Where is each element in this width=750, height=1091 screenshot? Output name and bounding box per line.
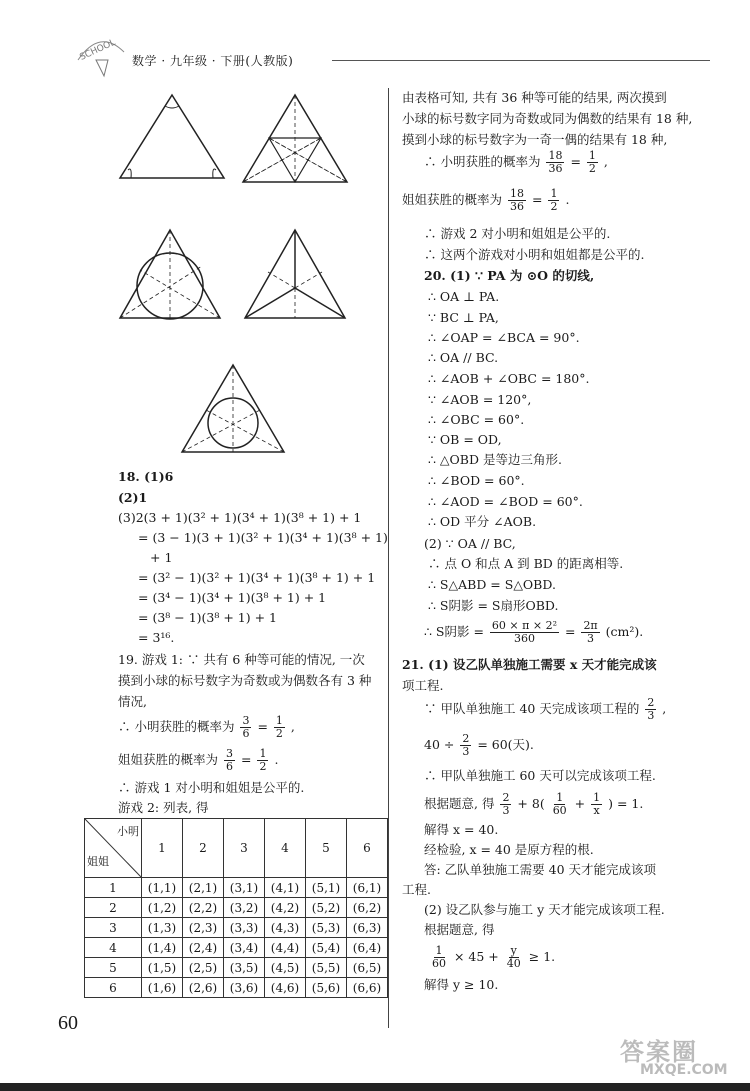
fraction [500,792,511,817]
q21-line-8: 经检验, x = 40 是原方程的根. [424,842,594,857]
q18-line-7: = (3⁴ − 1)(3⁴ + 1)(3⁸ + 1) + 1 [138,590,327,605]
denominator: 3 [502,804,510,817]
q21-line-1: 21. (1) 设乙队单独施工需要 x 天才能完成该 [402,657,657,672]
table-corner-cell [85,819,142,878]
table-cell: (3,1) [224,878,265,898]
denominator: 2 [275,727,283,740]
numerator: 18 [548,149,563,162]
q19-l4-text: ∴ 小明获胜的概率为 [118,719,235,734]
r-line-3: 摸到小球的标号数字为一奇一偶的结果有 18 种, [402,132,668,147]
q19-line-6: ∴ 游戏 1 对小明和姐姐是公平的. [118,780,305,795]
table-cell: (6,5) [347,958,388,978]
table-cell: (1,1) [142,878,183,898]
table-header-cell: 3 [224,819,265,878]
table-cell: (5,1) [306,878,347,898]
q21-line-5: ∴ 甲队单独施工 60 天可以完成该项工程. [424,768,656,783]
fraction [240,715,251,740]
header-rule [332,60,710,61]
table-cell: (3,4) [224,938,265,958]
r-line-1: 由表格可知, 共有 36 种等可能的结果, 两次摸到 [402,90,667,105]
denominator: 2 [259,760,267,773]
page-number: 60 [58,1012,78,1034]
q20-line-16: ∴ S△ABD = S△OBD. [428,577,556,592]
q21-line-3 [424,697,666,722]
q20-line-4: ∴ ∠OAP = ∠BCA = 90°. [428,330,580,345]
q19-line-7: 游戏 2: 列表, 得 [118,800,209,815]
q21-line-2: 项工程. [402,678,444,693]
triangle-figure-3 [120,230,220,319]
row-header-cell: 6 [85,978,142,998]
denominator: 360 [513,632,535,645]
r-line-4 [424,150,608,175]
table-body [85,878,388,998]
q20-line-9: ∵ OB = OD, [428,432,502,447]
fraction [490,620,559,645]
equals: = [531,192,543,207]
fraction [645,697,656,722]
table-cell: (2,2) [183,898,224,918]
r-l5-text: 姐姐获胜的概率为 [402,192,503,207]
numerator: 2 [647,696,655,709]
q21-line-9: 答: 乙队单独施工需要 40 天才能完成该项 [424,862,657,877]
q20-line-7: ∵ ∠AOB = 120°, [428,392,532,407]
denominator: 3 [462,745,470,758]
numerator: 1 [550,187,558,200]
q21-line-7: 解得 x = 40. [424,822,499,837]
numerator: 1 [593,791,601,804]
table-row [85,918,388,938]
fraction [460,733,471,758]
fraction [224,748,235,773]
numerator: 3 [242,714,250,727]
table-cell: (6,3) [347,918,388,938]
q18-line-2: (2)1 [118,490,148,505]
numerator: 2 [462,732,470,745]
table-cell: (3,3) [224,918,265,938]
table-cell: (1,4) [142,938,183,958]
triangle-figure-4 [245,230,345,318]
fraction [591,792,602,817]
table-row [85,958,388,978]
equals: = [564,624,576,639]
denominator: 6 [242,727,250,740]
table-row [85,878,388,898]
header-title: 数学 · 九年级 · 下册(人教版) [132,54,294,68]
r-l4-text: ∴ 小明获胜的概率为 [424,154,541,169]
q21-line-11: (2) 设乙队参与施工 y 天才能完成该项工程. [424,902,665,917]
table-cell: (6,2) [347,898,388,918]
denominator: 60 [552,804,567,817]
row-header-cell: 1 [85,878,142,898]
r-line-2: 小球的标号数字同为奇数或同为偶数的结果有 18 种, [402,111,693,126]
denominator: 40 [506,957,521,970]
q21-l6-mid: + 8( [517,796,545,811]
fraction [430,945,448,970]
denominator: 60 [432,957,446,970]
row-header-cell: 5 [85,958,142,978]
table-cell: (1,2) [142,898,183,918]
table-cell: (6,6) [347,978,388,998]
numerator: 2 [502,791,510,804]
denominator: 2 [550,200,558,213]
table-cell: (2,1) [183,878,224,898]
numerator: 3 [226,747,233,760]
unit: (cm²). [605,624,644,639]
q21-l4-text: 40 ÷ [424,737,455,752]
fraction [581,620,599,645]
q21-l13-end: ≥ 1. [528,949,556,964]
q21-l13-mid: × 45 + [453,949,499,964]
outcome-table [84,818,388,998]
q21-line-12: 根据题意, 得 [424,922,495,937]
plus: + [574,796,586,811]
q18-line-1: 18. (1)6 [118,469,174,484]
fraction [548,188,559,213]
table-cell: (1,6) [142,978,183,998]
q21-l3-text: ∵ 甲队单独施工 40 天完成该项工程的 [424,701,640,716]
r-line-6: ∴ 游戏 2 对小明和姐姐是公平的. [424,226,611,241]
table-cell: (3,5) [224,958,265,978]
punct: . [274,752,279,767]
table-cell: (5,2) [306,898,347,918]
numerator: 1 [259,747,267,760]
q19-line-1: 19. 游戏 1: ∵ 共有 6 种等可能的情况, 一次 [118,652,365,667]
table-cell: (2,6) [183,978,224,998]
table-row [85,938,388,958]
fraction [587,150,598,175]
q19-line-5 [118,748,278,773]
table-cell: (5,5) [306,958,347,978]
numerator: y [510,944,517,957]
equals: = [570,154,581,169]
fraction [551,792,569,817]
fraction [508,188,526,213]
corner-top-label: 小明 [117,825,139,838]
denominator: x [593,804,600,817]
q21-l6-end: ) = 1. [608,796,644,811]
numerator: 1 [435,944,443,957]
q20-line-11: ∴ ∠BOD = 60°. [428,473,525,488]
table-header-cell: 2 [183,819,224,878]
q20-line-14: (2) ∵ OA // BC, [424,536,516,551]
q20-line-12: ∴ ∠AOD = ∠BOD = 60°. [428,494,583,509]
table-cell: (2,3) [183,918,224,938]
fraction [546,150,564,175]
numerator: 2π [583,619,598,632]
corner-bottom-label: 姐姐 [87,855,109,868]
column-divider [388,88,389,1028]
punct: , [662,701,667,716]
numerator: 1 [588,149,596,162]
row-header-cell: 4 [85,938,142,958]
q21-line-13 [428,945,555,970]
numerator: 18 [510,187,524,200]
q19-line-3: 情况, [118,694,147,709]
table-cell: (4,4) [265,938,306,958]
q18-line-5: + 1 [150,550,173,565]
table-cell: (4,3) [265,918,306,938]
table-cell: (5,6) [306,978,347,998]
q20-line-10: ∴ △OBD 是等边三角形. [428,452,562,467]
triangle-figures [110,90,370,470]
q20-line-5: ∴ OA // BC. [428,350,499,365]
table-header-cell: 5 [306,819,347,878]
q18-line-6: = (3² − 1)(3² + 1)(3⁴ + 1)(3⁸ + 1) + 1 [138,570,376,585]
table-cell: (4,6) [265,978,306,998]
table-cell: (4,2) [265,898,306,918]
numerator: 60 × π × 2² [491,619,557,632]
table-header-cell: 1 [142,819,183,878]
q18-line-9: = 3¹⁶. [138,630,175,645]
watermark-main: 答案圈 [620,1038,698,1066]
denominator: 36 [548,162,563,175]
q20-line-3: ∵ BC ⊥ PA, [428,310,499,325]
row-header-cell: 3 [85,918,142,938]
svg-text:SCHOOL: SCHOOL [78,37,118,63]
table-cell: (2,5) [183,958,224,978]
q20-line-6: ∴ ∠AOB + ∠OBC = 180°. [428,371,590,386]
q20-line-13: ∴ OD 平分 ∠AOB. [428,514,537,529]
q19-l5-text: 姐姐获胜的概率为 [118,752,219,767]
numerator: 1 [556,791,564,804]
table-cell: (4,1) [265,878,306,898]
q18-line-4: = (3 − 1)(3 + 1)(3² + 1)(3⁴ + 1)(3⁸ + 1) [138,530,388,545]
triangle-figure-5 [182,365,284,452]
q21-line-14: 解得 y ≥ 10. [424,977,499,992]
watermark-sub: MXQE.COM [640,1062,728,1078]
punct: , [603,154,608,169]
table-cell: (2,4) [183,938,224,958]
q18-line-8: = (3⁸ − 1)(3⁸ + 1) + 1 [138,610,278,625]
bottom-bar [0,1083,750,1091]
r-line-7: ∴ 这两个游戏对小明和姐姐都是公平的. [424,247,645,262]
r-line-5 [402,188,569,213]
equals: = [257,719,268,734]
q21-line-4 [424,733,534,758]
table-header-cell: 6 [347,819,388,878]
q20-line-15: ∴ 点 O 和点 A 到 BD 的距离相等. [428,556,624,571]
denominator: 6 [226,760,233,773]
denominator: 36 [510,200,524,213]
punct: . [565,192,570,207]
fraction [257,748,268,773]
q20-line-2: ∴ OA ⊥ PA. [428,289,500,304]
q20-line-1: 20. (1) ∵ PA 为 ⊙O 的切线, [424,268,595,283]
table-row [85,898,388,918]
q21-l4-result: = 60(天). [477,737,534,752]
q21-l6-text: 根据题意, 得 [424,796,495,811]
table-row [85,978,388,998]
punct: , [290,719,295,734]
fraction [274,715,285,740]
table-cell: (6,1) [347,878,388,898]
table-cell: (1,5) [142,958,183,978]
row-header-cell: 2 [85,898,142,918]
school-logo [70,30,130,84]
q18-line-3: (3)2(3 + 1)(3² + 1)(3⁴ + 1)(3⁸ + 1) + 1 [118,510,362,525]
denominator: 3 [647,709,655,722]
table-cell: (6,4) [347,938,388,958]
numerator: 1 [275,714,283,727]
table-cell: (4,5) [265,958,306,978]
table-header-cell: 4 [265,819,306,878]
table-cell: (5,4) [306,938,347,958]
q19-line-4 [118,715,295,740]
table-cell: (3,6) [224,978,265,998]
triangle-figure-1 [120,95,224,178]
equals: = [240,752,252,767]
fraction [505,945,523,970]
table-cell: (5,3) [306,918,347,938]
q19-line-2: 摸到小球的标号数字为奇数或为偶数各有 3 种 [118,673,372,688]
table-cell: (3,2) [224,898,265,918]
table-header-row [85,819,388,878]
q21-line-6 [424,792,643,817]
triangle-figure-2 [243,95,347,182]
q21-line-10: 工程. [402,882,431,897]
q20-last-line [424,620,643,645]
table-cell: (1,3) [142,918,183,938]
q20-line-8: ∴ ∠OBC = 60°. [428,412,525,427]
q20-last-text: ∴ S阴影 = [424,624,484,639]
denominator: 2 [588,162,596,175]
denominator: 3 [587,632,595,645]
q20-line-17: ∴ S阴影 = S扇形OBD. [428,598,559,613]
